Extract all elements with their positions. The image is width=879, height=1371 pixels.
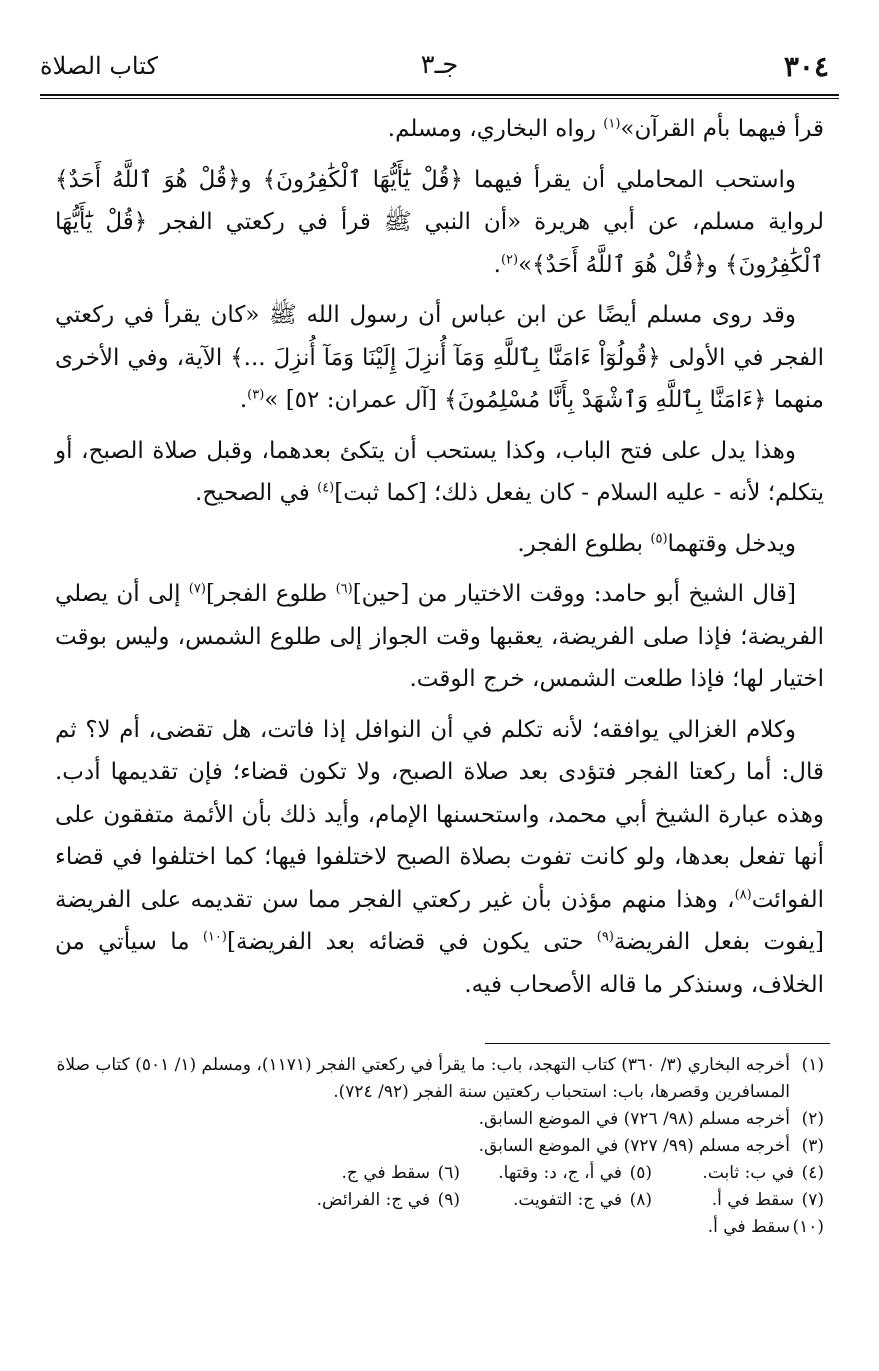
footnote-ref[interactable]: (٧)	[188, 581, 206, 597]
footnote-ref[interactable]: (١٠)	[202, 929, 227, 945]
page-header	[40, 50, 839, 90]
paragraph-3: وقد روى مسلم أيضًا عن ابن عباس أن رسول الله ﷺ «كان يقرأ في ركعتي الفجر في الأولى ﴿قُولُوٓاْ ءَامَنَّا بِٱللَّهِ وَمَآ أُنزِلَ إِلَيْنَا وَمَآ أُنزِلَ ...﴾ الآية، وفي الأخرى منهما ﴿ءَامَنَّا بِٱللَّهِ وَٱشْهَدْ بِأَنَّا مُسْلِمُونَ﴾ [آل عمران: ٥٢] »$^{(٣)}$.	[55, 302, 824, 413]
header-rule	[40, 94, 839, 96]
volume-label: جـ٣	[420, 50, 459, 80]
page-number: ٣٠٤	[783, 50, 829, 83]
main-text	[55, 108, 824, 1014]
footnote-ref[interactable]: (٤)	[317, 480, 335, 496]
footnote-5: (٥)في أ، ج، د: وقتها.	[498, 1163, 652, 1183]
footnote-8: (٨)في ج: التفويت.	[512, 1190, 652, 1210]
footnotes	[55, 1052, 824, 1241]
paragraph-4: وهذا يدل على فتح الباب، وكذا يستحب أن يتكئ بعدهما، وقبل صلاة الصبح، أو يتكلم؛ لأنه - عليه السلام - كان يفعل ذلك؛ [كما ثبت]$^{(٤)}$ في الصحيح.	[55, 437, 824, 506]
footnote-10: (١٠) سقط في أ.	[707, 1217, 824, 1237]
paragraph-2: واستحب المحاملي أن يقرأ فيهما ﴿قُلْ يَٰٓأَيُّهَا ٱلْكَٰفِرُونَ﴾ و﴿قُلْ هُوَ ٱللَّهُ أَحَدٌ﴾ لرواية مسلم، عن أبي هريرة «أن النبي ﷺ قرأ في ركعتي الفجر ﴿قُلْ يَٰٓأَيُّهَا ٱلْكَٰفِرُونَ﴾ و﴿قُلْ هُوَ ٱللَّهُ أَحَدٌ﴾»$^{(٢)}$.	[55, 166, 824, 278]
header-rule-thin	[40, 98, 839, 99]
footnote-9: (٩)في ج: الفرائض.	[316, 1190, 460, 1210]
footnote-row-7-9	[55, 1187, 824, 1214]
paragraph-1: قرأ فيهما بأم القرآن»$^{(١)}$ رواه البخاري، ومسلم.	[387, 116, 824, 142]
footnote-7: (٧)سقط في أ.	[711, 1190, 824, 1210]
footnote-ref[interactable]: (٢)	[500, 251, 519, 267]
footnote-row-4-6	[55, 1160, 824, 1187]
footnote-1: (١) أخرجه البخاري (٣/ ٣٦٠) كتاب التهجد، باب: ما يقرأ في ركعتي الفجر (١١٧١)، ومسلم (١/ ٥٠١) كتاب صلاة المسافرين وقصرها، باب: استحباب ركعتين سنة الفجر (٩٢/ ٧٢٤).	[56, 1055, 824, 1102]
footnote-ref[interactable]: (٩)	[596, 929, 614, 945]
footnote-ref[interactable]: (٣)	[247, 387, 265, 403]
paragraph-7: وكلام الغزالي يوافقه؛ لأنه تكلم في أن النوافل إذا فاتت، هل تقضى، أم لا؟ ثم قال: أما ركعتا الفجر فتؤدى بعد صلاة الصبح، ولا تكون قضاء؛ فإن تقديمها أدب. وهذه عبارة الشيخ أبي محمد، واستحسنها الإمام، وأيد ذلك بأن الأئمة متفقون على أنها تفعل بعدها، ولو كانت تفوت بصلاة الصبح لاختلفوا فيها؛ كما اختلفوا في قضاء الفوائت$^{(٨)}$، وهذا منهم مؤذن بأن غير ركعتي الفجر مما سن تقديمه على الفريضة [يفوت بفعل الفريضة$^{(٩)}$ حتى يكون في قضائه بعد الفريضة]$^{(١٠)}$ ما سيأتي من الخلاف، وسنذكر ما قاله الأصحاب فيه.	[55, 716, 824, 998]
book-title: كتاب الصلاة	[40, 52, 158, 80]
paragraph-5: ويدخل وقتهما$^{(٥)}$ بطلوع الفجر.	[517, 530, 796, 557]
footnote-6: (٦)سقط في ج.	[341, 1163, 460, 1183]
footnote-3: (٣) أخرجه مسلم (٩٩/ ٧٢٧) في الموضع السابق.	[478, 1136, 824, 1156]
footnote-ref[interactable]: (٦)	[335, 581, 353, 597]
footnote-ref[interactable]: (٨)	[734, 886, 752, 902]
footnote-4: (٤)في ب: ثابت.	[702, 1163, 824, 1183]
footnote-ref[interactable]: (١)	[603, 116, 621, 132]
paragraph-6: [قال الشيخ أبو حامد: ووقت الاختيار من [حين]$^{(٦)}$ طلوع الفجر]$^{(٧)}$ إلى أن يصلي الفريضة؛ فإذا صلى الفريضة، يعقبها وقت الجواز إلى طلوع الشمس، وليس بوقت اختيار لها؛ فإذا طلعت الشمس، خرج الوقت.	[55, 581, 824, 692]
footnote-separator	[485, 1043, 830, 1044]
footnote-ref[interactable]: (٥)	[650, 530, 668, 546]
footnote-2: (٢) أخرجه مسلم (٩٨/ ٧٢٦) في الموضع السابق.	[478, 1109, 824, 1129]
